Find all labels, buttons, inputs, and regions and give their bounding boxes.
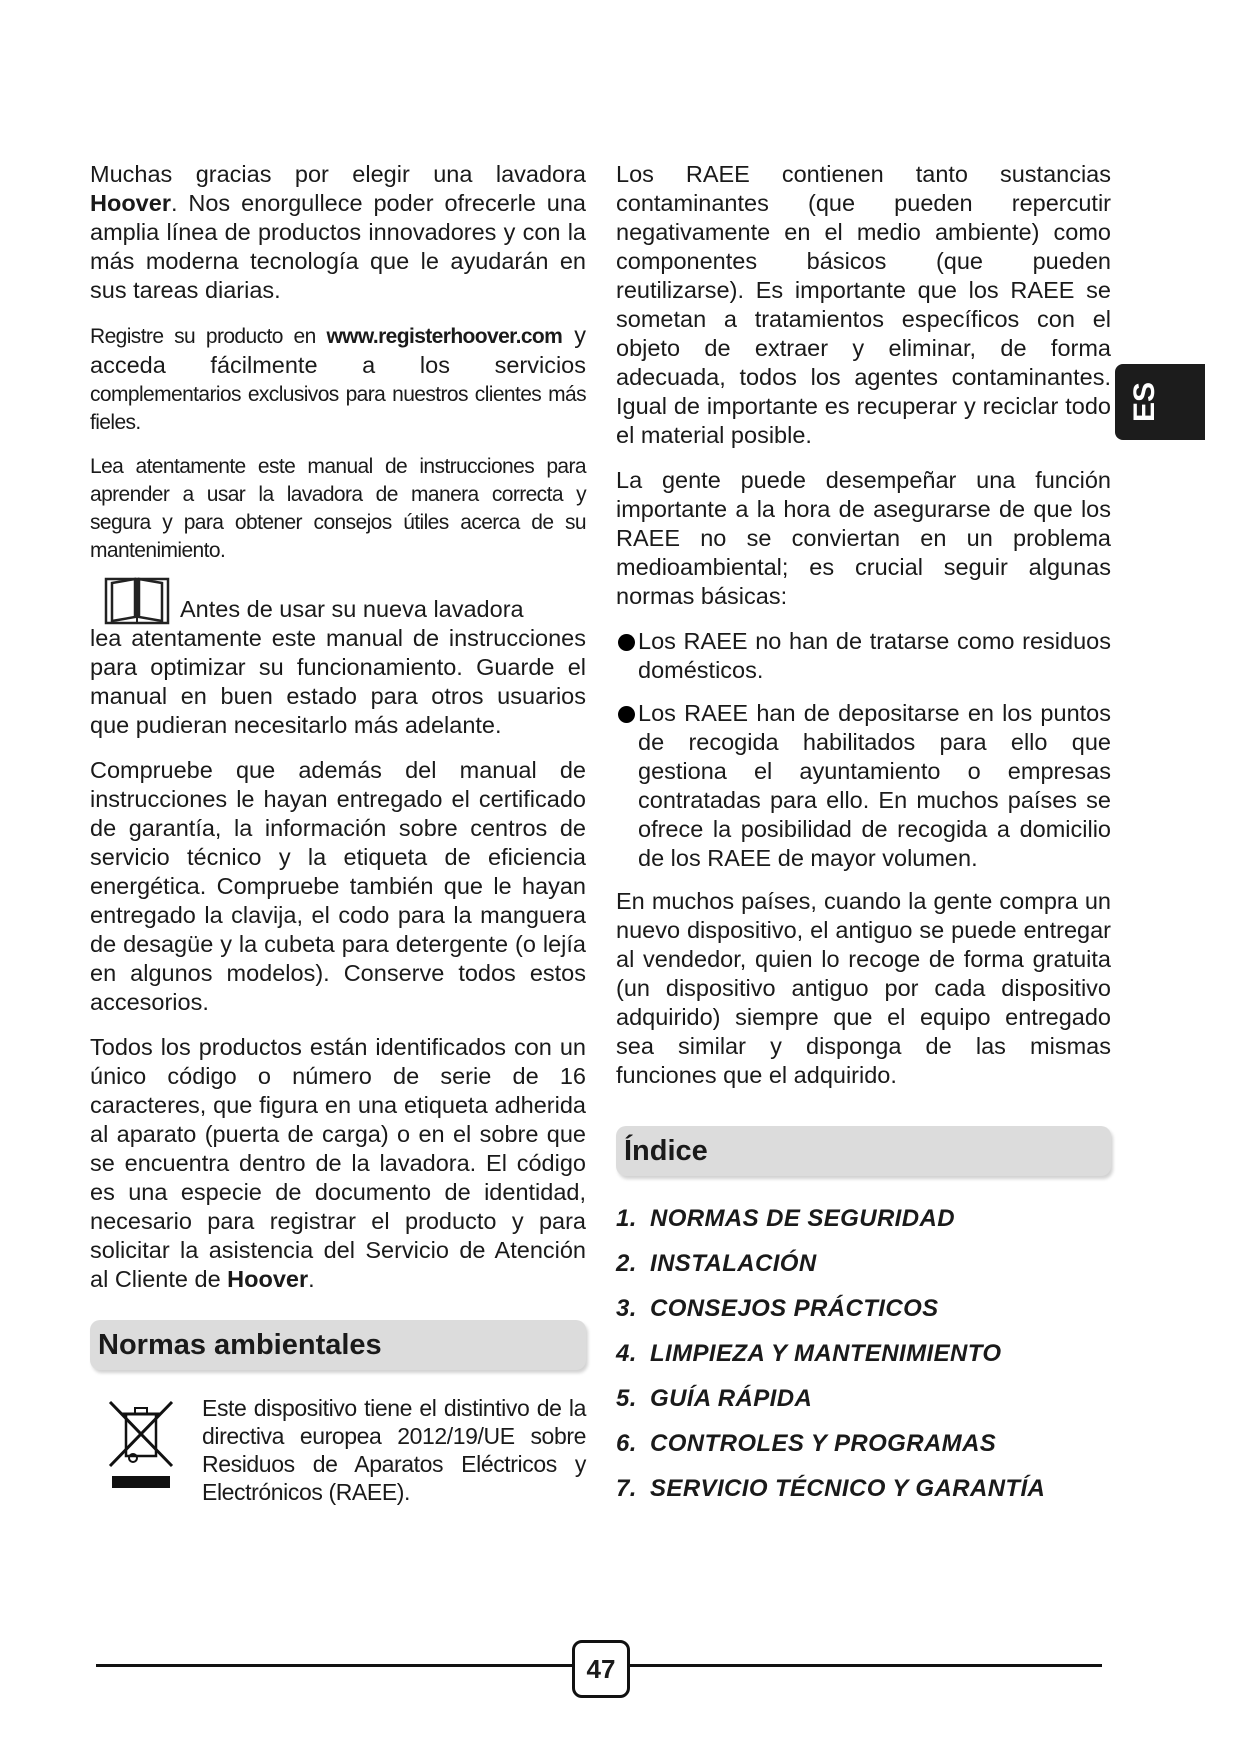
intro-paragraph: Muchas gracias por elegir una lavadora Hoover. Nos enorgullece poder ofrecerle una amplia línea de productos innovadores y con la más moderna tecnología que le ayudarán en sus tareas diarias. [90,161,586,303]
toc-item-installation[interactable]: 2. INSTALACIÓN [616,1250,817,1277]
before-use-paragraph: Antes de usar su nueva lavadora lea atentamente este manual de instrucciones para optimizar su funcionamiento. Guarde el manual en buen estado para otros usuarios que pudieran necesitarlo más adelante. [90,596,586,738]
right-column [616,160,1111,1519]
footer-divider-left [96,1664,572,1667]
weee-text: Este dispositivo tiene el distintivo de la directiva europea 2012/19/UE sobre Residuos de Aparatos Eléctricos y Electrónicos (RAEE). [202,1395,586,1505]
page-number: 47 [572,1640,630,1698]
before-use-block [90,595,586,740]
register-paragraph: Registre su producto en www.registerhoover.com y acceda fácilmente a los servicios complementarios exclusivos para nuestros clientes más fieles. [90,322,586,434]
toc-item-cleaning[interactable]: 4. LIMPIEZA Y MANTENIMIENTO [616,1340,1002,1367]
list-item: Los RAEE no han de tratarse como residuos domésticos. [616,627,1111,685]
bullet-icon [618,634,635,651]
table-of-contents [616,1204,1111,1504]
toc-item-quick-guide[interactable]: 5. GUÍA RÁPIDA [616,1385,813,1412]
products-paragraph: Todos los productos están identificados con un único código o número de serie de 16 caracteres, que figura en una etiqueta adherida al aparato (puerta de carga) o en el sobre que se encuentra dentro de la lavadora. El código es una especie de documento de identidad, necesario para registrar el producto y para solicitar la asistencia del Servicio de Atención al Cliente de Hoover. [90,1034,586,1292]
index-heading: Índice [616,1126,1111,1176]
bullet-icon [618,706,635,723]
people-paragraph: La gente puede desempeñar una función importante a la hora de asegurarse de que los RAEE no se conviertan en un problema medioambiental; es crucial seguir algunas normas básicas: [616,467,1111,609]
env-section-heading: Normas ambientales [90,1320,586,1370]
footer-divider-right [630,1664,1102,1667]
check-paragraph: Compruebe que además del manual de instrucciones le hayan entregado el certificado de garantía, la información sobre centros de servicio técnico y la etiqueta de eficiencia energética. Compruebe también que le hayan entregado la clavija, el codo para la manguera de desagüe y la cubeta para detergente (o lejía en algunos modelos). Conserve todos estos accesorios. [90,757,586,1015]
weee-notice [90,1394,586,1506]
crossed-bin-icon [106,1396,176,1496]
toc-item-controls[interactable]: 6. CONTROLES Y PROGRAMAS [616,1430,997,1457]
language-tab: ES [1115,364,1205,440]
toc-item-safety[interactable]: 1. NORMAS DE SEGURIDAD [616,1205,955,1232]
countries-paragraph: En muchos países, cuando la gente compra un nuevo dispositivo, el antiguo se puede entregar al vendedor, quien lo recoge de forma gratuita (un dispositivo antiguo por cada dispositivo adquirido) siempre que el equipo entregado sea similar y disponga de las mismas funciones que el adquirido. [616,888,1111,1088]
raee-rules-list [616,627,1111,873]
toc-item-service[interactable]: 7. SERVICIO TÉCNICO Y GARANTÍA [616,1475,1046,1502]
read-manual-paragraph: Lea atentamente este manual de instrucciones para aprender a usar la lavadora de manera correcta y segura y para obtener consejos útiles acerca de su mantenimiento. [90,455,586,562]
open-book-icon [104,573,170,627]
register-url: www.registerhoover.com [326,325,563,348]
left-column [90,160,586,1522]
toc-item-tips[interactable]: 3. CONSEJOS PRÁCTICOS [616,1295,939,1322]
raee-intro-paragraph: Los RAEE contienen tanto sustancias contaminantes (que pueden repercutir negativamente en el medio ambiente) como componentes básicos (que pueden reutilizarse). Es importante que los RAEE se sometan a tratamientos específicos con el objeto de extraer y eliminar, de forma adecuada, todos los agentes contaminantes. Igual de importante es recuperar y reciclar todo el material posible. [616,161,1111,448]
list-item: Los RAEE han de depositarse en los puntos de recogida habilitados para ello que gestiona el ayuntamiento o empresas contratadas para ello. En muchos países se ofrece la posibilidad de recogida a domicilio de los RAEE de mayor volumen. [616,699,1111,873]
